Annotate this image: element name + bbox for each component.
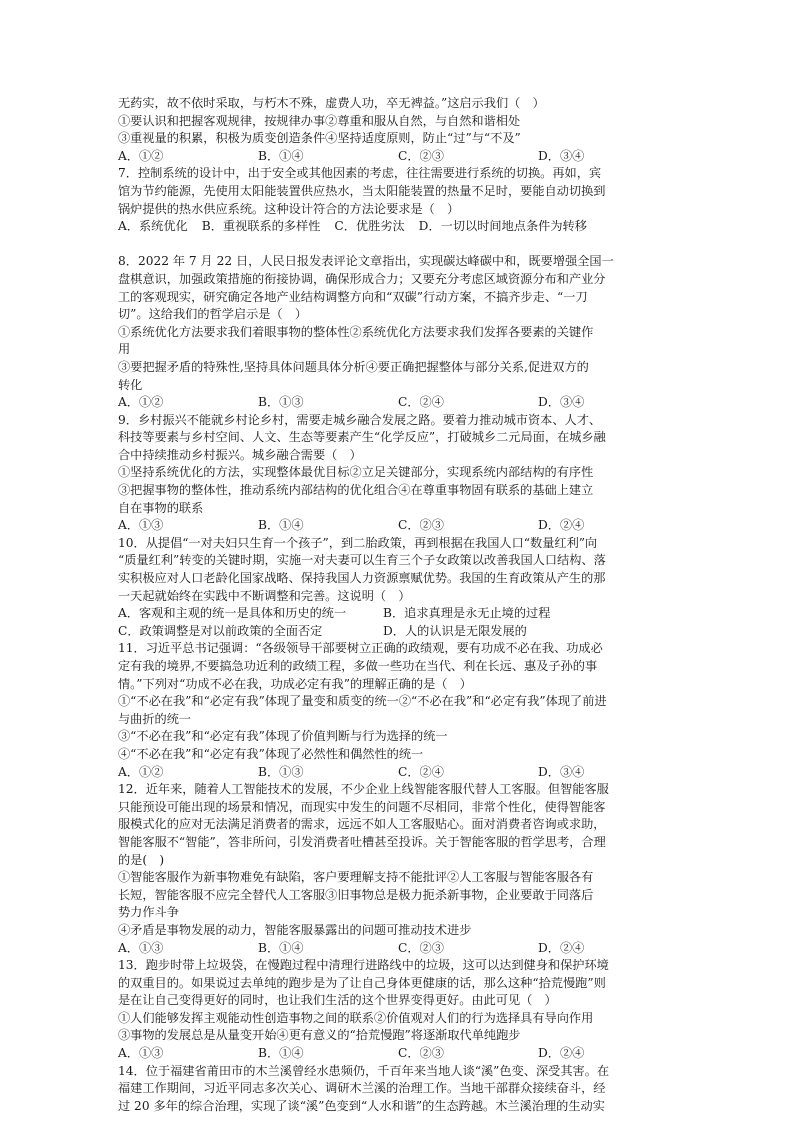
option-d[interactable]: D．②④ bbox=[538, 1046, 585, 1061]
answer-options bbox=[118, 605, 678, 623]
question-13 bbox=[118, 957, 678, 1063]
question-text-line: 7．控制系统的设计中，出于安全或其他因素的考虑，往往需要进行系统的切换。再如，宾 bbox=[118, 166, 602, 181]
question-text-line: 工的客观现实，研究确定各地产业结构调整方向和“双碳”行动方案，不搞齐步走、“一刀 bbox=[118, 289, 588, 304]
question-text-line: 定有我的境界,不要搞急功近利的政绩工程，多做一些功在当代、利在长远、惠及子孙的事 bbox=[118, 659, 598, 673]
statement-line: ①“不必在我”和“必定有我”体现了量变和质变的统一②“不必在我”和“必定有我”体现了前进 bbox=[118, 694, 607, 709]
spacer bbox=[118, 236, 678, 254]
option-d[interactable]: D．人的认识是无限发展的 bbox=[383, 623, 527, 638]
option-d[interactable]: D．②④ bbox=[538, 518, 585, 533]
option-a[interactable]: A．客观和主观的统一是具体和历史的统一 bbox=[118, 606, 347, 621]
question-text-line: 切”。这给我们的哲学启示是（ ） bbox=[118, 307, 308, 322]
option-b[interactable]: B．追求真理是永无止境的过程 bbox=[383, 606, 551, 621]
question-text-line: 的是( ) bbox=[118, 852, 165, 867]
exam-page bbox=[118, 95, 678, 1115]
statement-line: ④“不必在我”和“必定有我”体现了必然性和偶然性的统一 bbox=[118, 746, 424, 761]
option-c[interactable]: C．政策调整是对以前政策的全面否定 bbox=[118, 623, 323, 638]
option-b[interactable]: B．①④ bbox=[258, 940, 304, 955]
question-text-line: 服模式化的应对无法满足消费者的需求，远远不如人工客服贴心。面对消费者咨询或求助， bbox=[118, 817, 606, 832]
statement-line: 长短，智能客服不应完全替代人工客服③旧事物总是极力扼杀新事物，企业要敢于同落后 bbox=[118, 887, 594, 902]
option-c[interactable]: C．②③ bbox=[398, 518, 444, 533]
option-a[interactable]: A．①③ bbox=[118, 518, 164, 533]
question-text-line: 的双重目的。如果说过去单纯的跑步是为了让自己身体更健康的话，那么这种“拾荒慢跑”则 bbox=[118, 975, 606, 990]
option-b[interactable]: B．①④ bbox=[258, 148, 304, 163]
option-a[interactable]: A．①② bbox=[118, 395, 164, 410]
question-text-line: 实积极应对人口老龄化国家战略、保持我国人力资源禀赋优势。我国的生育政策从产生的那 bbox=[118, 571, 606, 586]
option-a[interactable]: A．系统优化 bbox=[118, 219, 188, 234]
answer-options bbox=[118, 764, 678, 782]
statement-line: ①要认识和把握客观规律，按规律办事②尊重和服从自然，与自然和谐相处 bbox=[118, 113, 521, 128]
option-d[interactable]: D．③④ bbox=[538, 148, 585, 163]
option-a[interactable]: A．①③ bbox=[118, 940, 164, 955]
option-a[interactable]: A．①③ bbox=[118, 1046, 164, 1061]
question-6 bbox=[118, 95, 678, 165]
question-text-line: 智能客服不“智能”，答非所问，引发消费者吐槽甚至投诉。关于智能客服的哲学思考，合理 bbox=[118, 834, 606, 849]
statement-line: ①坚持系统优化的方法，实现整体最优目标②立足关键部分，实现系统内部结构的有序性 bbox=[118, 465, 594, 480]
statement-line: 自在事物的联系 bbox=[118, 500, 204, 515]
answer-options bbox=[118, 940, 678, 958]
question-11 bbox=[118, 640, 678, 781]
option-d[interactable]: D．一切以时间地点条件为转移 bbox=[418, 219, 587, 234]
question-text-line: 一天起就始终在实践中不断调整和完善。这说明（ ） bbox=[118, 588, 411, 603]
question-9 bbox=[118, 412, 678, 535]
statement-line: 用 bbox=[118, 342, 131, 357]
question-10 bbox=[118, 535, 678, 641]
question-text-line: 馆为节约能源，先使用太阳能装置供应热水，当太阳能装置的热量不足时，要能自动切换到 bbox=[118, 183, 606, 198]
question-text-line: 情。”下列对“功成不必在我，功成必定有我”的理解正确的是（ ） bbox=[118, 676, 472, 691]
question-text-line: 13．跑步时带上垃圾袋，在慢跑过程中清理行进路线中的垃圾，这可以达到健身和保护环境 bbox=[118, 958, 609, 973]
statement-line: ①人们能够发挥主观能动性创造事物之间的联系②价值观对人们的行为选择具有导向作用 bbox=[118, 1010, 594, 1025]
option-d[interactable]: D．③④ bbox=[538, 395, 585, 410]
question-7 bbox=[118, 165, 678, 235]
statement-line: ③重视量的积累，积极为质变创造条件④坚持适度原则，防止“过”与“不及” bbox=[118, 131, 521, 146]
question-text-line: 11．习近平总书记强调：“各级领导干部要树立正确的政绩观，要有功成不必在我、功成必 bbox=[118, 641, 603, 656]
answer-options bbox=[118, 148, 678, 166]
question-text-line: 9．乡村振兴不能就乡村论乡村，需要走城乡融合发展之路。要着力推动城市资本、人才、 bbox=[118, 412, 602, 427]
question-text-line: 无药实，故不依时采取，与朽木不殊，虚费人功，卒无裨益。”这启示我们（ ） bbox=[118, 96, 545, 110]
question-text-line: 合中持续推动乡村振兴。城乡融合需要（ ） bbox=[118, 447, 362, 462]
statement-line: ③要把握矛盾的特殊性,坚持具体问题具体分析④要正确把握整体与部分关系,促进双方的 bbox=[118, 359, 589, 374]
option-d[interactable]: D．③④ bbox=[538, 764, 585, 779]
statement-line: ①系统优化方法要求我们着眼事物的整体性②系统优化方法要求我们发挥各要素的关键作 bbox=[118, 324, 594, 339]
answer-options bbox=[118, 1045, 678, 1063]
statement-line: ①智能客服作为新事物难免有缺陷，客户要理解支持不能批评②人工客服与智能客服各有 bbox=[118, 870, 594, 885]
question-12 bbox=[118, 781, 678, 957]
option-d[interactable]: D．②④ bbox=[538, 940, 585, 955]
option-c[interactable]: C．②③ bbox=[398, 148, 444, 163]
answer-options bbox=[118, 218, 678, 236]
option-b[interactable]: B．①④ bbox=[258, 1046, 304, 1061]
question-text-line: 盘棋意识，加强政策措施的衔接协调，确保形成合力；又要充分考虑区域资源分布和产业分 bbox=[118, 271, 606, 286]
option-a[interactable]: A．①② bbox=[118, 764, 164, 779]
option-c[interactable]: C．②④ bbox=[398, 395, 444, 410]
statement-line: 转化 bbox=[118, 377, 143, 392]
question-14 bbox=[118, 1063, 678, 1116]
option-c[interactable]: C．②③ bbox=[398, 1046, 444, 1061]
question-text-line: 科技等要素与乡村空间、人文、生态等要素产生“化学反应”，打破城乡二元局面，在城乡融 bbox=[118, 430, 606, 445]
option-b[interactable]: B．①③ bbox=[258, 764, 304, 779]
option-c[interactable]: C．②③ bbox=[398, 940, 444, 955]
question-text-line: 10．从提倡“一对夫妇只生育一个孩子”，到二胎政策，再到根据在我国人口“数量红利”向 bbox=[118, 535, 598, 550]
option-c[interactable]: C．优胜劣汰 bbox=[334, 219, 405, 234]
statement-line: ③事物的发展总是从量变开始④更有意义的“拾荒慢跑”将逐渐取代单纯跑步 bbox=[118, 1028, 521, 1043]
option-b[interactable]: B．①④ bbox=[258, 518, 304, 533]
question-text-line: 过 20 多年的综合治理，实现了谈“溪”色变到“人水和谐”的生态跨越。木兰溪治理的生动实 bbox=[118, 1098, 605, 1113]
statement-line: ③把握事物的整体性，推动系统内部结构的优化组合④在尊重事物固有联系的基础上建立 bbox=[118, 483, 594, 498]
question-text-line: 锅炉提供的热水供应系统。这种设计符合的方法论要求是（ ） bbox=[118, 201, 460, 216]
question-text-line: 14．位于福建省莆田市的木兰溪曾经水患频仍，千百年来当地人谈“溪”色变、深受其害。在 bbox=[118, 1063, 610, 1078]
answer-options bbox=[118, 623, 678, 641]
question-text-line: 12．近年来，随着人工智能技术的发展，不少企业上线智能客服代替人工客服。但智能客服 bbox=[118, 782, 609, 797]
question-8 bbox=[118, 253, 678, 411]
statement-line: ③“不必在我”和“必定有我”体现了价值判断与行为选择的统一 bbox=[118, 729, 448, 744]
answer-options bbox=[118, 394, 678, 412]
question-text-line: 8．2022 年 7 月 22 日，人民日报发表评论文章指出，实现碳达峰碳中和，既要增强全国一 bbox=[118, 254, 614, 269]
statement-line: ④矛盾是事物发展的动力，智能客服暴露出的问题可推动技术进步 bbox=[118, 922, 472, 937]
option-b[interactable]: B．重视联系的多样性 bbox=[201, 219, 321, 234]
option-c[interactable]: C．②④ bbox=[398, 764, 444, 779]
statement-line: 势力作斗争 bbox=[118, 905, 179, 920]
answer-options bbox=[118, 517, 678, 535]
question-text-line: 只能预设可能出现的场景和情况，而现实中发生的问题不尽相同，非常个性化，使得智能客 bbox=[118, 799, 606, 814]
question-text-line: 福建工作期间，习近平同志多次关心、调研木兰溪的治理工作。当地干部群众接续奋斗，经 bbox=[118, 1081, 606, 1096]
statement-line: 与曲折的统一 bbox=[118, 711, 192, 726]
option-a[interactable]: A．①② bbox=[118, 148, 164, 163]
option-b[interactable]: B．①③ bbox=[258, 395, 304, 410]
question-text-line: 是在让自己变得更好的同时，也让我们生活的这个世界变得更好。由此可见（ ） bbox=[118, 993, 557, 1008]
question-text-line: “质量红利”转变的关键时期，实施一对夫妻可以生育三个子女政策以改善我国人口结构、落 bbox=[118, 553, 606, 568]
